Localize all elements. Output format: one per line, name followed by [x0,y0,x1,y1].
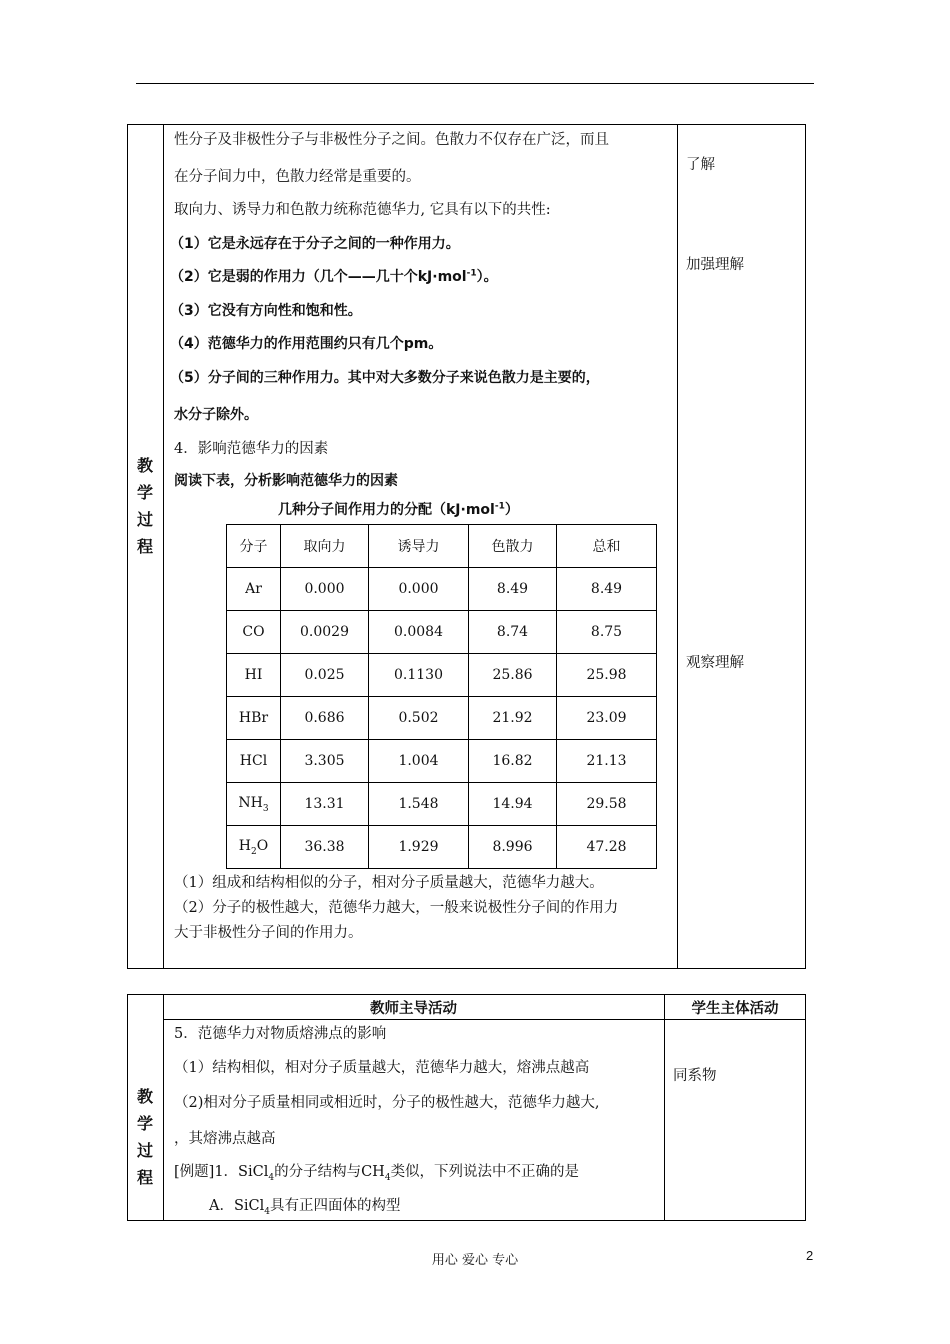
point-2-sup: -1 [466,268,477,279]
section2-header-rule [163,1019,806,1020]
note-strengthen: 加强理解 [686,257,744,273]
table-title-sup: -1 [494,501,505,512]
page-number: 2 [806,1248,814,1263]
option-a [209,1194,401,1217]
table-cell: 21.92 [469,697,557,740]
point-5: （5）分子间的三种作用力。其中对大多数分子来说色散力是主要的， [170,370,600,386]
table-cell: 0.000 [369,568,469,611]
option-a-suffix: 具有正四面体的构型 [270,1198,401,1214]
read-instruction: 阅读下表，分析影响范德华力的因素 [174,473,398,489]
text-line-2: 在分子间力中，色散力经常是重要的。 [174,169,421,185]
table-cell: HBr [227,697,281,740]
table-cell: HI [227,654,281,697]
table-row [227,611,657,654]
table-cell: 0.025 [281,654,369,697]
table-title-suffix: ） [504,502,519,518]
point-4: （4）范德华力的作用范围约只有几个pm。 [170,336,443,352]
table-header-cell: 诱导力 [369,525,469,568]
force-distribution-table [226,524,657,869]
s2-line-2: （1）结构相似，相对分子质量越大，范德华力越大，熔沸点越高 [174,1060,590,1076]
table-cell: 13.31 [281,783,369,826]
option-a-prefix: A．SiCl [209,1198,265,1214]
table-cell: 8.996 [469,826,557,869]
table-cell: 1.004 [369,740,469,783]
table-cell: 0.0029 [281,611,369,654]
table-row [227,740,657,783]
teacher-activity-header: 教师主导活动 [370,1001,457,1017]
table-cell: $H_2O$ [227,826,281,869]
table-cell: Ar [227,568,281,611]
table-title [278,499,519,519]
table-cell: 36.38 [281,826,369,869]
table-header-cell: 分子 [227,525,281,568]
table-cell: CO [227,611,281,654]
point-1: （1）它是永远存在于分子之间的一种作用力。 [170,236,460,252]
table-cell: 23.09 [557,697,657,740]
note-homolog: 同系物 [673,1068,717,1084]
option-a-sub: 4 [264,1206,271,1217]
table-cell: 0.686 [281,697,369,740]
table-cell: 0.0084 [369,611,469,654]
conclusion-2: （2）分子的极性越大，范德华力越大，一般来说极性分子间的作用力 [174,900,619,916]
table-row [227,826,657,869]
table-row [227,654,657,697]
table-cell: 8.49 [469,568,557,611]
footer-motto: 用心 爱心 专心 [431,1253,519,1268]
student-activity-header: 学生主体活动 [691,1001,779,1017]
table-cell: 25.98 [557,654,657,697]
table-cell: 3.305 [281,740,369,783]
table-row [227,697,657,740]
example-sub-2: 4 [384,1172,391,1183]
example-sub-1: 4 [268,1172,275,1183]
point-2-suffix: ）。 [476,269,498,285]
text-line-1: 性分子及非极性分子与非极性分子之间。色散力不仅存在广泛，而且 [174,132,609,148]
table-cell: 1.929 [369,826,469,869]
table-cell: 8.49 [557,568,657,611]
example-part-c: 类似，下列说法中不正确的是 [390,1164,580,1180]
table-cell: 25.86 [469,654,557,697]
table-cell: 16.82 [469,740,557,783]
table-header-cell: 取向力 [281,525,369,568]
section1-right-divider [677,124,678,969]
section2-side-label: 教 学 过 程 [136,1087,153,1187]
note-observe: 观察理解 [686,655,744,671]
table-header-row [227,525,657,568]
table-cell: 1.548 [369,783,469,826]
table-title-prefix: 几种分子间作用力的分配（kJ·mol [278,502,495,518]
section2-left-divider [163,994,164,1221]
note-understand: 了解 [686,157,715,173]
table-cell: 14.94 [469,783,557,826]
point-3: （3）它没有方向性和饱和性。 [170,303,362,319]
point-5-cont: 水分子除外。 [174,407,258,423]
conclusion-3: 大于非极性分子间的作用力。 [174,925,363,941]
section1-side-label: 教 学 过 程 [136,456,153,556]
table-cell: 8.74 [469,611,557,654]
table-cell: 21.13 [557,740,657,783]
table-header-cell: 总和 [557,525,657,568]
point-2-prefix: （2）它是弱的作用力（几个——几十个kJ·mol [170,269,467,285]
table-cell: 0.502 [369,697,469,740]
s2-line-4: ，其熔沸点越高 [174,1131,276,1147]
example-part-b: 的分子结构与CH [274,1164,385,1180]
table-cell: 8.75 [557,611,657,654]
section1-left-divider [163,124,164,969]
table-cell: 0.000 [281,568,369,611]
table-cell: 0.1130 [369,654,469,697]
section2-right-divider [664,994,665,1221]
heading-4: 4．影响范德华力的因素 [174,441,329,457]
s2-line-1: 5．范德华力对物质熔沸点的影响 [174,1026,387,1042]
s2-line-3: （2)相对分子质量相同或相近时，分子的极性越大，范德华力越大, [174,1095,600,1111]
table-row [227,568,657,611]
conclusion-1: （1）组成和结构相似的分子，相对分子质量越大，范德华力越大。 [174,875,604,891]
example-part-a: [例题]1．SiCl [174,1164,269,1180]
text-line-3: 取向力、诱导力和色散力统称范德华力, 它具有以下的共性: [174,202,551,218]
table-cell: 29.58 [557,783,657,826]
table-cell: $NH_3$ [227,783,281,826]
table-cell: 47.28 [557,826,657,869]
table-row [227,783,657,826]
example-question [174,1160,579,1183]
header-rule [136,83,814,84]
table-header-cell: 色散力 [469,525,557,568]
table-cell: HCl [227,740,281,783]
point-2 [170,266,498,286]
